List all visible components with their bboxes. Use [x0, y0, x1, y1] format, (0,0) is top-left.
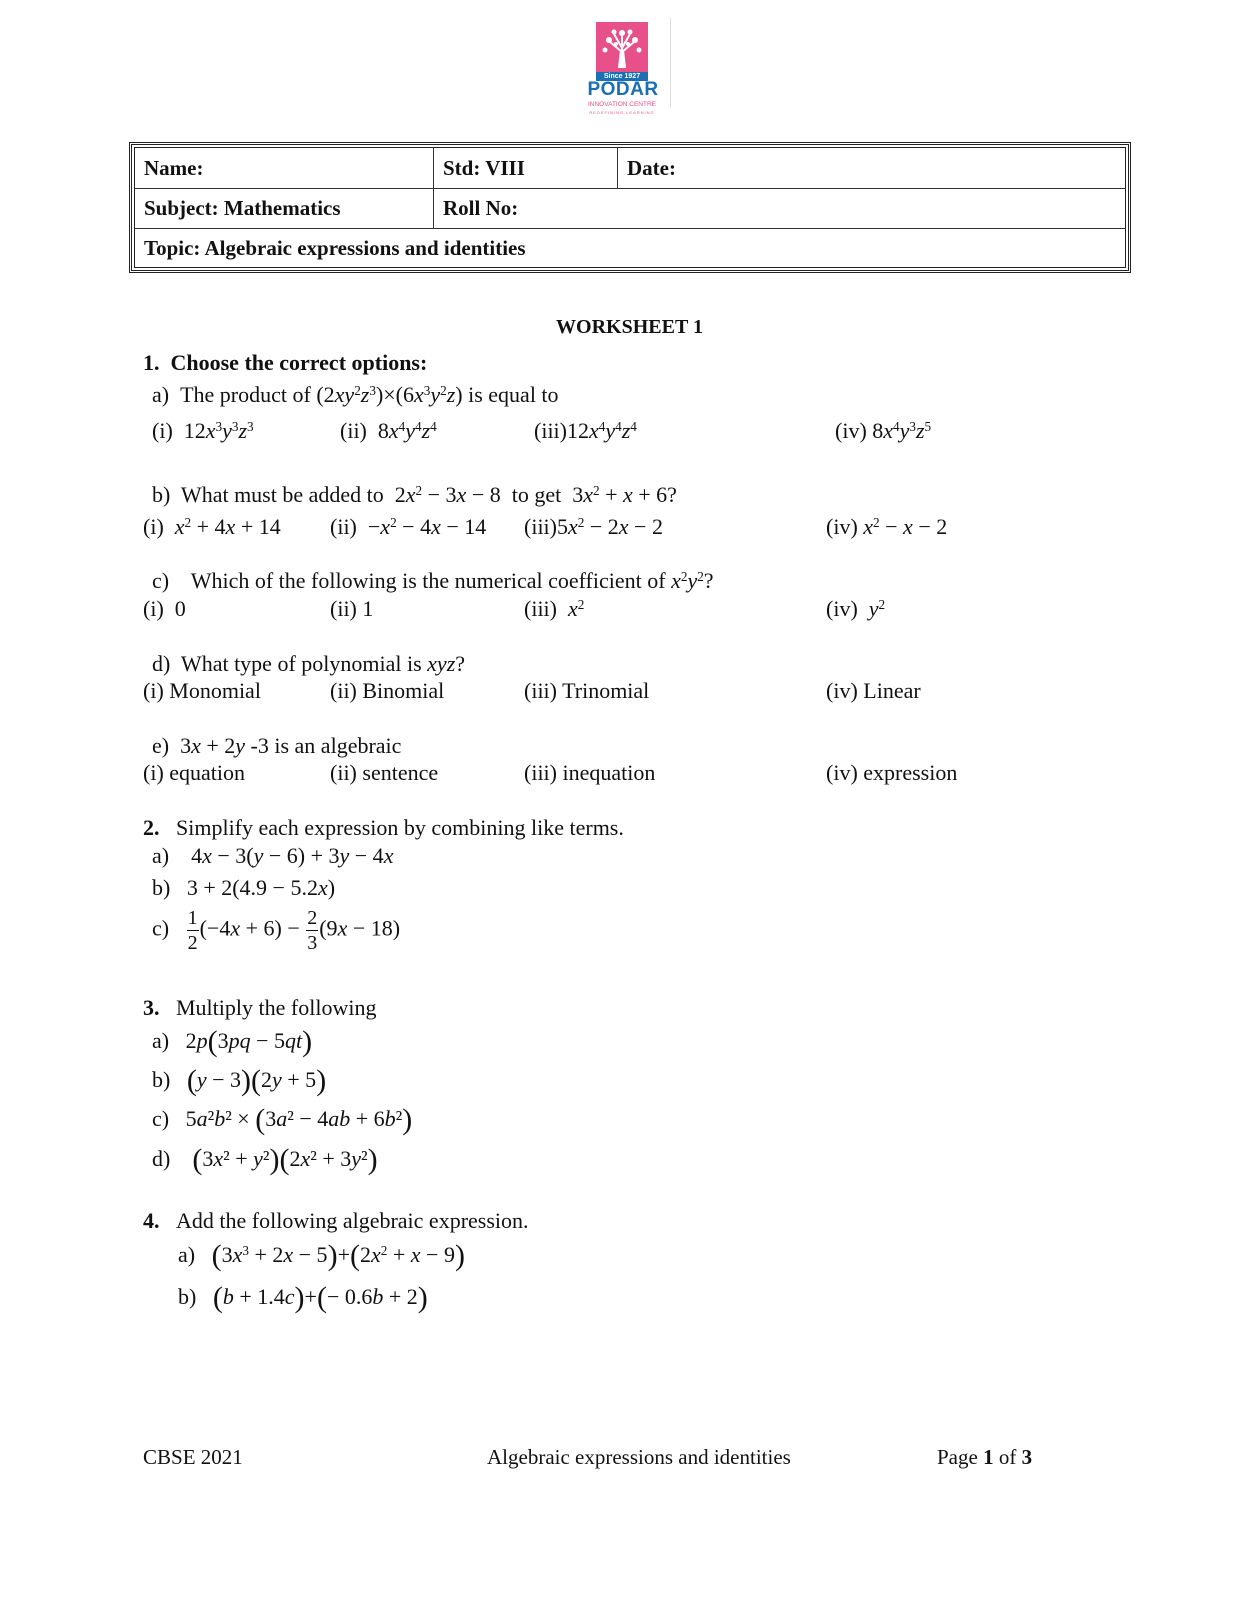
std-field: Std: VIII: [433, 148, 617, 188]
q1d-option-2[interactable]: (ii) Binomial: [330, 678, 445, 703]
logo-since: Since 1927: [596, 72, 648, 81]
q4b-item: b) (b + 1.4c)+(− 0.6b + 2): [178, 1281, 428, 1314]
q3c-item: c) 5a²b² × (3a² − 4ab + 6b²): [152, 1103, 413, 1136]
q1-heading: [143, 350, 427, 376]
q1a-text: The product of: [180, 382, 311, 407]
q1b-option-2[interactable]: $(ii) -x^2 - 4x - 14$: [330, 514, 487, 539]
q1b-option-1[interactable]: (i) $x^2 + 4x + 14$: [143, 514, 281, 539]
q2-number: 2.: [143, 815, 160, 840]
q4a-item: a) $(3x^3 + 2x - 5)+(2x^2 + x - 9)$: [178, 1239, 465, 1272]
q1a-label: a): [152, 382, 170, 407]
footer-page-number: [937, 1445, 1032, 1470]
student-info-table: [129, 142, 1131, 273]
q3-heading: [143, 995, 376, 1021]
tree-icon: [596, 22, 648, 72]
q1e-question: e) 3x + 2y -3 is an algebraic: [152, 733, 402, 758]
q1c-question: c) Which of the following is the numerical coefficient of $x^2y^2$?: [152, 568, 714, 593]
q2b-item: b) 3 + 2(4.9 − 5.2x): [152, 875, 336, 900]
q1a-text-after: is equal to: [468, 382, 559, 407]
q1e-option-1[interactable]: (i) equation: [143, 760, 246, 785]
q3d-label: d): [152, 1146, 171, 1171]
logo-name: PODAR: [587, 79, 659, 100]
roll-no-field[interactable]: Roll No:: [433, 188, 1125, 228]
q1a-option-1[interactable]: (i) $12x^3y^3z^3$: [152, 418, 254, 443]
q1d-option-1[interactable]: (i) Monomial: [143, 678, 261, 703]
q1a-option-3[interactable]: $(iii)12x^4y^4z^4$: [534, 418, 637, 443]
q1d-question: d) What type of polynomial is xyz?: [152, 651, 466, 676]
fraction-one-half: $\frac{1}{2}$: [187, 907, 198, 954]
q2b-label: b): [152, 875, 171, 900]
logo-emblem: [596, 22, 648, 72]
q3a-item: a) 2p(3pq − 5qt): [152, 1025, 313, 1058]
q2a-item: a) 4x − 3(y − 6) + 3y − 4x: [152, 843, 394, 868]
q4-title: Add the following algebraic expression.: [176, 1208, 529, 1233]
logo-tagline: REDEFINING LEARNING: [589, 110, 655, 115]
q1c-option-2[interactable]: (ii) 1: [330, 596, 374, 621]
info-row-1: [135, 148, 1125, 189]
q3-title: Multiply the following: [176, 995, 377, 1020]
fraction-two-thirds: $\frac{2}{3}$: [307, 907, 318, 954]
q3c-label: c): [152, 1106, 170, 1131]
q2a-label: a): [152, 843, 170, 868]
q1b-option-4[interactable]: (iv) $x^2 - x - 2$: [826, 514, 948, 539]
q3-number: 3.: [143, 995, 160, 1020]
q3d-item: d) (3x² + y²)(2x² + 3y²): [152, 1143, 378, 1176]
q1c-option-1[interactable]: (i) 0: [143, 596, 186, 621]
q1d-option-4[interactable]: (iv) Linear: [826, 678, 921, 703]
info-row-2: [135, 188, 1125, 229]
footer-topic: Algebraic expressions and identities: [487, 1445, 791, 1469]
q1-title: Choose the correct options:: [170, 350, 428, 375]
q1c-option-3[interactable]: (iii) $x^2$: [524, 596, 585, 621]
q4-heading: [143, 1208, 529, 1234]
q2-title: Simplify each expression by combining like terms.: [176, 815, 624, 840]
worksheet-title: WORKSHEET 1: [556, 316, 703, 338]
q1b-label: b): [152, 482, 171, 507]
q1e-label: e): [152, 733, 170, 758]
page-prefix: Page: [937, 1445, 984, 1469]
q2-heading: [143, 815, 624, 841]
q2c-label: c): [152, 915, 170, 941]
page-mid: of: [993, 1445, 1022, 1469]
q3a-label: a): [152, 1028, 170, 1053]
page-current: 1: [983, 1445, 994, 1469]
q1a-option-2[interactable]: (ii) $8x^4y^4z^4$: [340, 418, 437, 443]
q1-number: 1.: [143, 350, 160, 375]
q1c-option-4[interactable]: (iv) $y^2$: [826, 596, 886, 621]
q1b-question: b) What must be added to $2x^2 - 3x - 8$ to get $3x^2 + x + 6$?: [152, 482, 677, 507]
q1e-option-2[interactable]: (ii) sentence: [330, 760, 439, 785]
topic-field: Topic: Algebraic expressions and identities: [144, 236, 526, 260]
q3b-item: b) (y − 3)(2y + 5): [152, 1064, 327, 1097]
date-field[interactable]: Date:: [617, 148, 1125, 188]
q1c-label: c): [152, 568, 170, 593]
q1d-option-3[interactable]: (iii) Trinomial: [524, 678, 650, 703]
q4b-label: b): [178, 1284, 197, 1309]
q1a-option-4[interactable]: (iv) $8x^4y^3z^5$: [835, 418, 932, 443]
q1a-question: a) The product of $(2xy^2z^3)\times(6x^3y^2z)$ is equal to: [152, 382, 559, 407]
footer-board-year: CBSE 2021: [143, 1445, 243, 1469]
subject-field: Subject: Mathematics: [144, 196, 341, 220]
page-total: 3: [1021, 1445, 1033, 1469]
q4a-label: a): [178, 1242, 196, 1267]
info-row-3: [135, 228, 1125, 268]
q4-number: 4.: [143, 1208, 160, 1233]
q3b-label: b): [152, 1067, 171, 1092]
name-field[interactable]: Name:: [144, 156, 204, 180]
q1b-option-3[interactable]: $(iii)5x^2 - 2x - 2$: [524, 514, 663, 539]
school-logo: [572, 18, 671, 115]
q1e-option-4[interactable]: (iv) expression: [826, 760, 958, 785]
q1e-option-3[interactable]: (iii) inequation: [524, 760, 656, 785]
logo-subtitle: INNOVATION CENTRE: [587, 101, 656, 108]
q1d-label: d): [152, 651, 171, 676]
q2c-item: c) $\frac{1}{2}$ (−4x + 6) − $\frac{2}{3}$ (9x − 18): [152, 907, 401, 954]
